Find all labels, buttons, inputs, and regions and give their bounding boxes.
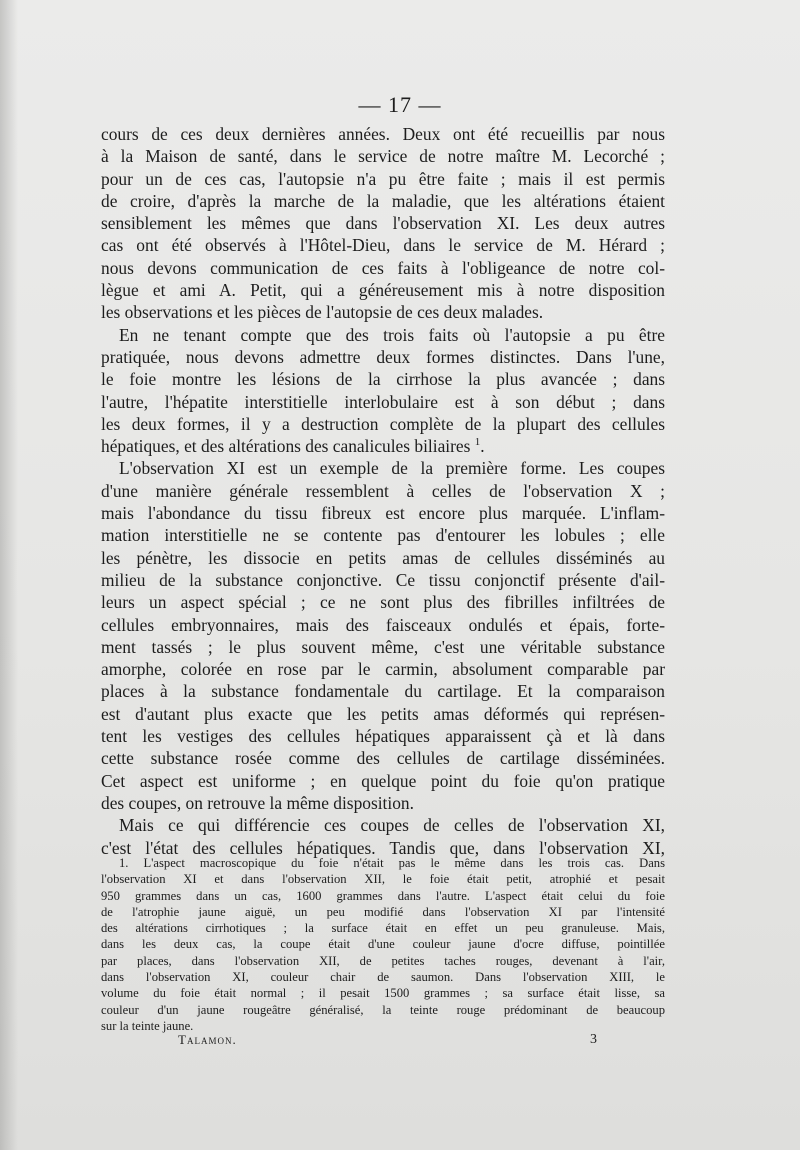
text-line: à la Maison de santé, dans le service de notre maître M. Lecorché ; (101, 146, 665, 167)
footnote-line: l'observation XI et dans l'observation XII, le foie était petit, atrophié et pesait (101, 872, 665, 887)
text-line: pour un de ces cas, l'autopsie n'a pu être faite ; mais il est permis (101, 168, 665, 189)
text-line: ment tassés ; le plus souvent même, c'est une véritable substance (101, 636, 665, 657)
text-line: amorphe, colorée en rose par le carmin, absolument comparable par (101, 659, 665, 680)
text-line: d'une manière générale ressemblent à celles de l'observation X ; (101, 480, 665, 501)
paragraph-4 (101, 814, 665, 859)
text-line: nous devons communication de ces faits à l'obligeance de notre col- (101, 257, 665, 278)
text-line-content: hépatiques, et des altérations des canalicules biliaires (101, 436, 471, 457)
text-line: milieu de la substance conjonctive. Ce tissu conjonctif présente d'ail- (101, 569, 665, 590)
footnote-line: dans les deux cas, la coupe était d'une couleur jaune d'ocre diffuse, pointillée (101, 937, 665, 952)
text-line: de croire, d'après la marche de la maladie, que les altérations étaient (101, 190, 665, 211)
footnote (101, 855, 665, 1034)
text-line: c'est l'état des cellules hépatiques. Tandis que, dans l'observation XI, (101, 837, 665, 858)
text-line: les observations et les pièces de l'autopsie de ces deux malades. (101, 302, 544, 323)
text-line: lègue et ami A. Petit, qui a généreusement mis à notre disposition (101, 280, 665, 301)
paragraph-1 (101, 123, 665, 324)
footnote-line: dans l'observation XI, couleur chair de saumon. Dans l'observation XIII, le (101, 970, 665, 985)
footnote-line: par places, dans l'observation XII, de petites taches rouges, devenant à l'air, (101, 953, 665, 968)
text-line: pratiquée, nous devons admettre deux formes distinctes. Dans l'une, (101, 346, 665, 367)
text-line: sensiblement les mêmes que dans l'observation XI. Les deux autres (101, 213, 665, 234)
text-line: En ne tenant compte que des trois faits où l'autopsie a pu être (119, 324, 665, 345)
footnote-line: des altérations cirrhotiques ; la surface était en effet un peu granuleuse. Mais, (101, 921, 665, 936)
text-line: mais l'abondance du tissu fibreux est encore plus marquée. L'inflam- (101, 503, 665, 524)
footnote-line: 950 grammes dans un cas, 1600 grammes dans l'autre. L'aspect était celui du foie (101, 888, 665, 903)
text-line: les pénètre, les dissocie en petits amas de cellules disséminés au (101, 547, 665, 568)
punctuation: . (480, 436, 485, 457)
text-line: Mais ce qui différencie ces coupes de celles de l'observation XI, (119, 815, 665, 836)
text-line (101, 435, 665, 457)
author-name: Talamon. (178, 1032, 237, 1047)
text-line: cas ont été observés à l'Hôtel-Dieu, dans le service de M. Hérard ; (101, 235, 665, 256)
text-line: Cet aspect est uniforme ; en quelque point du foie qu'on pratique (101, 770, 665, 791)
footnote-line: volume du foie était normal ; il pesait 1500 grammes ; sa surface était lisse, sa (101, 986, 665, 1001)
text-line: le foie montre les lésions de la cirrhose la plus avancée ; dans (101, 369, 665, 390)
text-line: mation interstitielle ne se contente pas d'entourer les lobules ; elle (101, 525, 665, 546)
text-line: L'observation XI est un exemple de la première forme. Les coupes (119, 458, 665, 479)
page-number: — 17 — (358, 92, 442, 117)
text-line: les deux formes, il y a destruction complète de la plupart des cellules (101, 413, 665, 434)
text-line: des coupes, on retrouve la même disposition. (101, 792, 414, 813)
footnote-reference: 1 (474, 436, 481, 449)
text-line: est d'autant plus exacte que les petits amas déformés qui représen- (101, 703, 665, 724)
footnote-line: couleur d'un jaune rougeâtre généralisé, la teinte rouge prédominant de beaucoup (101, 1002, 665, 1017)
paragraph-3 (101, 457, 665, 814)
text-line: cette substance rosée comme des cellules de cartilage disséminées. (101, 748, 665, 769)
footnote-line: de l'atrophie jaune aiguë, un peu modifié dans l'observation XI par l'intensité (101, 904, 665, 919)
footnote-line: sur la teinte jaune. (101, 1018, 194, 1033)
text-line: places à la substance fondamentale du cartilage. Et la comparaison (101, 681, 665, 702)
footnote-line: 1. L'aspect macroscopique du foie n'était pas le même dans les trois cas. Dans (119, 856, 665, 870)
signature-mark: 3 (590, 1032, 597, 1047)
text-line: tent les vestiges des cellules hépatiques apparaissent çà et là dans (101, 726, 665, 747)
paragraph-2 (101, 324, 665, 458)
main-text (101, 123, 665, 859)
text-line: cours de ces deux dernières années. Deux ont été recueillis par nous (101, 124, 665, 144)
text-line: l'autre, l'hépatite interstitielle interlobulaire est à son début ; dans (101, 391, 665, 412)
text-line: leurs un aspect spécial ; ce ne sont plus des fibrilles infiltrées de (101, 592, 665, 613)
text-line: cellules embryonnaires, mais des faisceaux ondulés et épais, forte- (101, 614, 665, 635)
